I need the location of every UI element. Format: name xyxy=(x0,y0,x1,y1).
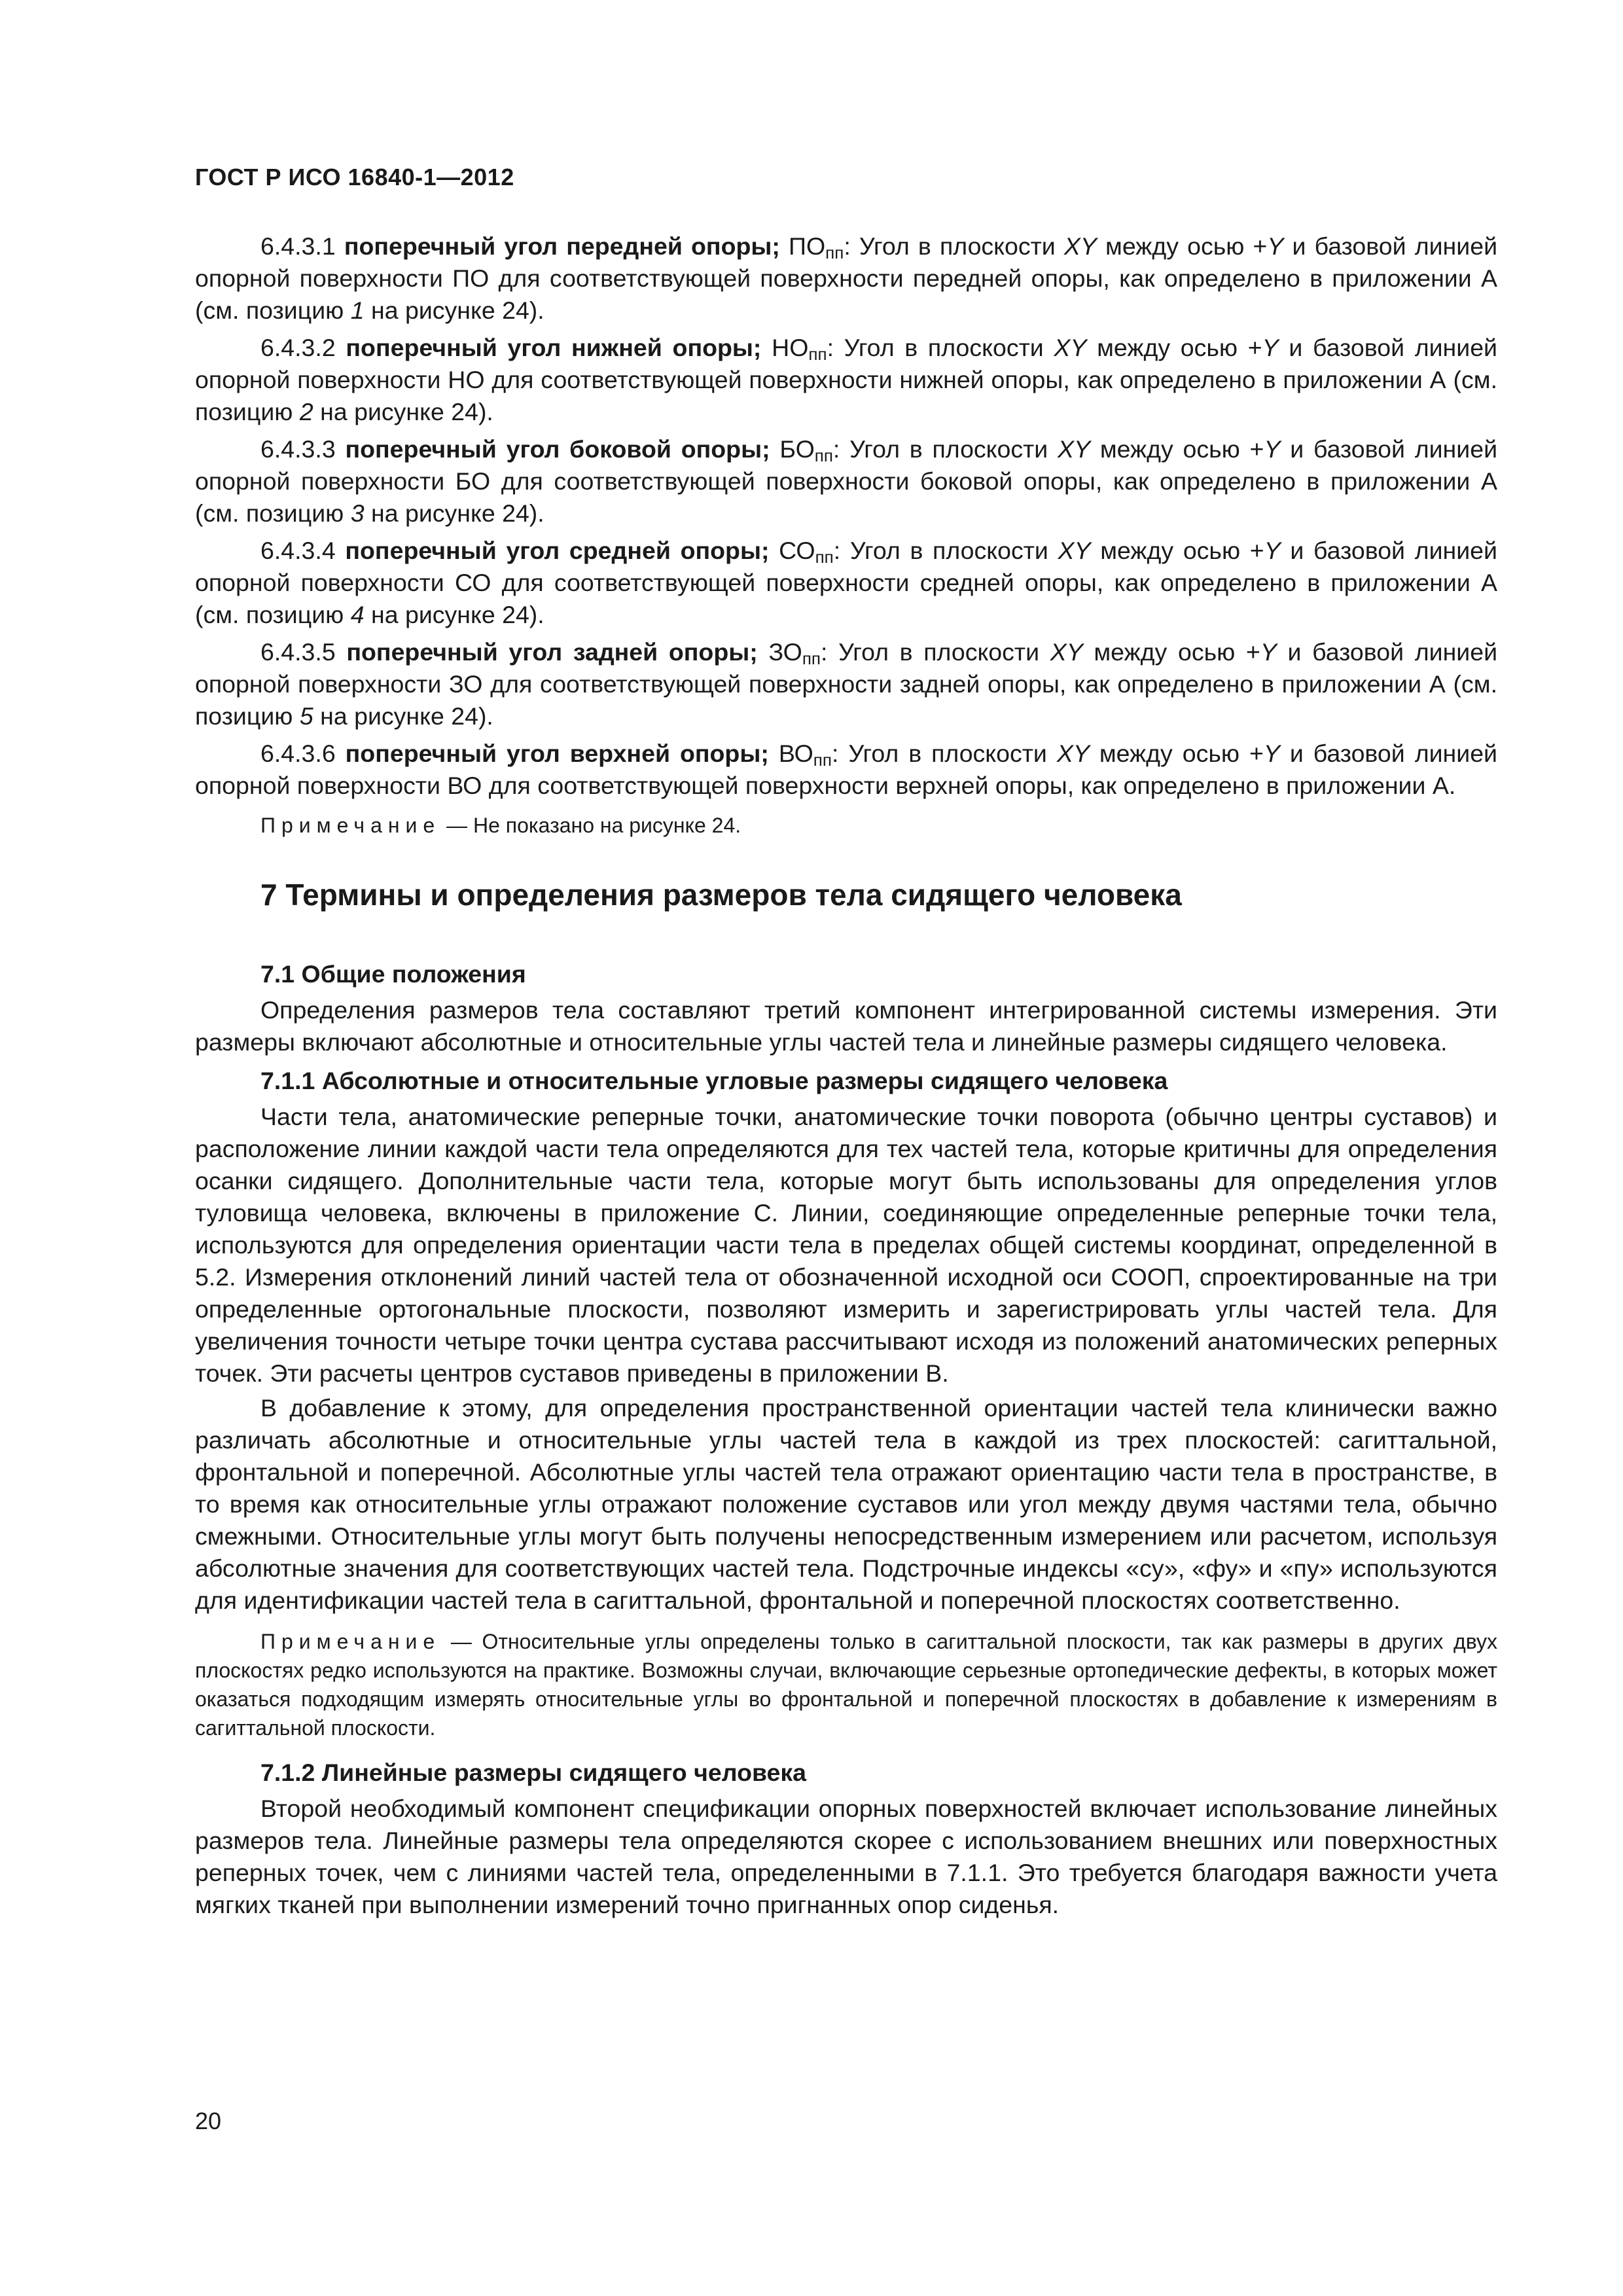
plane-symbol: XY xyxy=(1054,334,1087,361)
note-text: — Относительные углы определены только в сагиттальной плоскости, так как размеры в других двух плоскостях редко используются на практике. Возможны случаи, включающие серьезные ортопедические дефекты, в которых может оказаться подходящим измерять относительные углы во фронтальной и поперечной плоскостях в добавление к измерениям в сагиттальной плоскости. xyxy=(195,1630,1497,1740)
items-6-4-3-block xyxy=(195,230,1497,840)
term-number: 6.4.3.3 xyxy=(260,435,336,463)
term-item xyxy=(195,535,1497,631)
figure-position: 4 xyxy=(350,601,365,628)
note-figure-24 xyxy=(195,811,1497,840)
section-7-title: 7 Термины и определения размеров тела сидящего человека xyxy=(260,878,1182,912)
term-text: и базовой линией опорной поверхности СО для соответствующей поверхности средней опоры, как определено в приложении А (см. позицию xyxy=(195,537,1497,628)
term-subscript: пп xyxy=(814,446,833,465)
term-text: на рисунке 24). xyxy=(364,499,544,527)
term-text: между осью + xyxy=(1082,638,1260,666)
section-7-1-2-title: 7.1.2 Линейные размеры сидящего человека xyxy=(260,1759,807,1786)
term-subscript: пп xyxy=(813,750,832,770)
term-text: между осью + xyxy=(1090,435,1264,463)
term-item xyxy=(195,433,1497,529)
section-7-1-1-paragraph-1: Части тела, анатомические реперные точки, анатомические точки поворота (обычно центры суставов) и расположение линии каждой части тела определяются для тех частей тела, которые критичны для определения осанки сидящего. Дополнительные части тела, которые могут быть использованы для определения углов туловища человека, включены в приложение С. Линии, соединяющие определенные реперные точки тела, используются для определения ориентации части тела в пределах общей системы координат, определенной в 5.2. Измерения отклонений линий частей тела от обозначенной исходной оси СООП, спроектированные на три определенные ортогональные плоскости, позволяют измерить и зарегистрировать углы частей тела. Для увеличения точности четыре точки центра сустава рассчитывают исходя из положений анатомических реперных точек. Эти расчеты центров суставов приведены в приложении В. xyxy=(195,1103,1497,1387)
figure-position: 1 xyxy=(350,296,365,324)
term-name: поперечный угол средней опоры; xyxy=(345,537,770,564)
term-text: между осью + xyxy=(1089,740,1264,767)
term-name: поперечный угол задней опоры; xyxy=(346,638,758,666)
plane-symbol: XY xyxy=(1058,537,1091,564)
figure-position: 3 xyxy=(350,499,365,527)
term-item xyxy=(195,230,1497,327)
term-text: : Угол в плоскости xyxy=(827,334,1054,361)
section-7-1-2-text: Второй необходимый компонент спецификации опорных поверхностей включает использование линейных размеров тела. Линейные размеры тела определяются скорее с использованием внешних или поверхностных реперных точек, чем с линиями частей тела, определенными в 7.1.1. Это требуется благодаря важности учета мягких тканей при выполнении измерений точно пригнанных опор сиденья. xyxy=(195,1795,1497,1918)
term-text: между осью + xyxy=(1086,334,1262,361)
term-name: поперечный угол нижней опоры; xyxy=(346,334,762,361)
note-label: Примечание xyxy=(260,814,441,837)
term-number: 6.4.3.2 xyxy=(260,334,336,361)
term-text: : Угол в плоскости xyxy=(821,638,1050,666)
term-abbreviation: НО xyxy=(772,334,809,361)
section-7-1-1-title: 7.1.1 Абсолютные и относительные угловые размеры сидящего человека xyxy=(260,1067,1168,1094)
term-text: на рисунке 24). xyxy=(313,702,493,730)
axis-symbol: Y xyxy=(1264,537,1281,564)
note-relative-angles xyxy=(195,1627,1497,1742)
section-7-1-1-paragraph-2: В добавление к этому, для определения пространственной ориентации частей тела клинически важно различать абсолютные и относительные углы частей тела в каждой из трех плоскостей: сагиттальной, фронтальной и поперечной. Абсолютные углы частей тела отражают ориентацию части тела в пространстве, в то время как относительные углы отражают положение суставов или угол между двумя частями тела, обычно смежными. Относительные углы могут быть получены непосредственным измерением или расчетом, используя абсолютные значения для соответствующих частей тела. Подстрочные индексы «су», «фу» и «пу» используются для идентификации частей тела в сагиттальной, фронтальной и поперечной плоскостях соответственно. xyxy=(195,1394,1497,1614)
term-text: и базовой линией опорной поверхности ВО для соответствующей поверхности верхней опоры, как определено в приложении А. xyxy=(195,740,1497,799)
term-text: между осью + xyxy=(1096,232,1268,260)
term-text: и базовой линией опорной поверхности НО для соответствующей поверхности нижней опоры, как определено в приложении А (см. позицию xyxy=(195,334,1498,425)
section-7-body xyxy=(195,958,1497,1921)
term-text: на рисунке 24). xyxy=(313,398,493,425)
term-number: 6.4.3.1 xyxy=(260,232,336,260)
plane-symbol: XY xyxy=(1058,435,1091,463)
term-text: : Угол в плоскости xyxy=(832,435,1058,463)
term-abbreviation: ВО xyxy=(778,740,813,767)
note-label: Примечание xyxy=(260,1630,441,1653)
page-number: 20 xyxy=(195,2108,222,2134)
section-7-1-title: 7.1 Общие положения xyxy=(260,960,526,988)
term-subscript: пп xyxy=(808,344,827,364)
term-text: : Угол в плоскости xyxy=(831,740,1057,767)
figure-position: 2 xyxy=(299,398,313,425)
term-text: и базовой линией опорной поверхности ПО для соответствующей поверхности передней опоры, как определено в приложении А (см. позицию xyxy=(195,232,1498,324)
term-item xyxy=(195,636,1497,732)
term-subscript: пп xyxy=(825,243,844,262)
term-text: и базовой линией опорной поверхности БО для соответствующей поверхности боковой опоры, как определено в приложении А (см. позицию xyxy=(195,435,1498,527)
term-subscript: пп xyxy=(802,649,821,668)
axis-symbol: Y xyxy=(1260,638,1277,666)
term-name: поперечный угол верхней опоры; xyxy=(345,740,769,767)
axis-symbol: Y xyxy=(1263,740,1280,767)
document-code-header: ГОСТ Р ИСО 16840-1—2012 xyxy=(195,164,514,190)
term-number: 6.4.3.4 xyxy=(260,537,336,564)
axis-symbol: Y xyxy=(1264,435,1281,463)
term-number: 6.4.3.5 xyxy=(260,638,336,666)
term-text: на рисунке 24). xyxy=(364,296,544,324)
term-abbreviation: СО xyxy=(779,537,815,564)
note-text: — Не показано на рисунке 24. xyxy=(440,814,741,837)
plane-symbol: XY xyxy=(1056,740,1090,767)
plane-symbol: XY xyxy=(1050,638,1083,666)
term-text: : Угол в плоскости xyxy=(833,537,1058,564)
term-item xyxy=(195,738,1497,802)
section-7-1-text: Определения размеров тела составляют третий компонент интегрированной системы измерения. Эти размеры включают абсолютные и относительные углы частей тела и линейные размеры сидящего человека. xyxy=(195,996,1497,1056)
term-abbreviation: ЗО xyxy=(768,638,802,666)
figure-position: 5 xyxy=(299,702,313,730)
plane-symbol: XY xyxy=(1063,232,1097,260)
term-abbreviation: БО xyxy=(779,435,815,463)
term-text: : Угол в плоскости xyxy=(844,232,1064,260)
term-text: на рисунке 24). xyxy=(364,601,544,628)
term-name: поперечный угол боковой опоры; xyxy=(345,435,770,463)
term-item xyxy=(195,332,1497,428)
axis-symbol: Y xyxy=(1267,232,1284,260)
term-name: поперечный угол передней опоры; xyxy=(344,232,780,260)
term-number: 6.4.3.6 xyxy=(260,740,336,767)
term-text: между осью + xyxy=(1090,537,1264,564)
term-subscript: пп xyxy=(815,547,834,567)
term-abbreviation: ПО xyxy=(789,232,826,260)
term-text: и базовой линией опорной поверхности ЗО для соответствующей поверхности задней опоры, как определено в приложении А (см. позицию xyxy=(195,638,1498,730)
axis-symbol: Y xyxy=(1262,334,1279,361)
